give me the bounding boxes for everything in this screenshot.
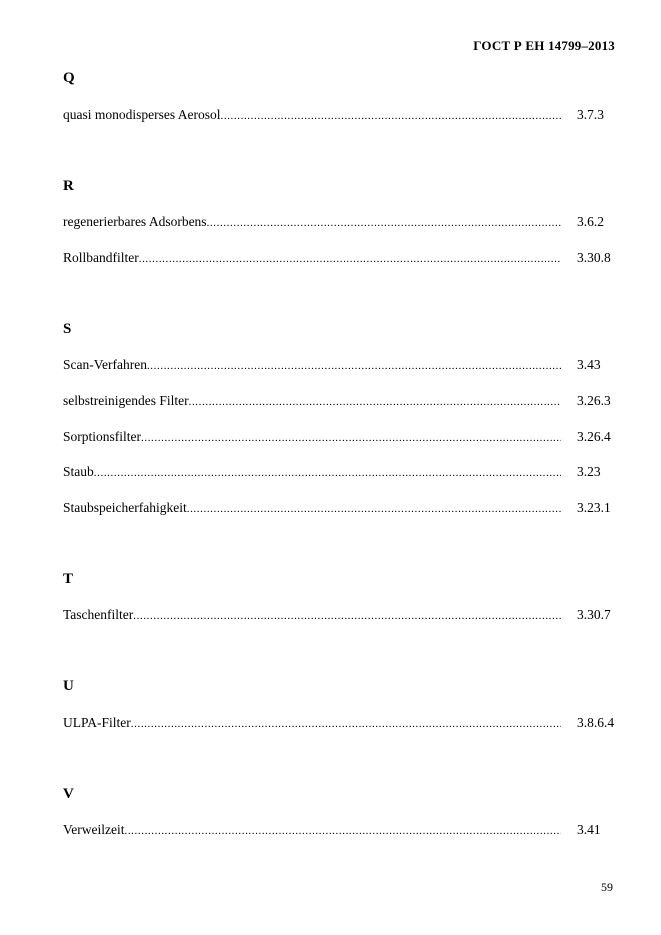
index-entry	[63, 499, 561, 517]
section-letter-v: V	[63, 786, 74, 802]
leader-dots	[133, 607, 561, 624]
entry-ref: 3.6.2	[577, 214, 604, 229]
leader-dots	[124, 822, 561, 839]
index-entry	[63, 821, 561, 839]
index-entry	[63, 392, 561, 410]
index-entry	[63, 463, 561, 481]
entry-ref: 3.23.1	[577, 500, 611, 515]
entry-ref: 3.8.6.4	[577, 715, 615, 730]
leader-dots	[221, 107, 562, 124]
page-number: 59	[601, 880, 613, 894]
index-entry	[63, 428, 561, 446]
entry-ref: 3.23	[577, 464, 601, 479]
index-entry	[63, 213, 561, 231]
section-letter-q: Q	[63, 70, 75, 86]
section-letter-t: T	[63, 571, 74, 587]
section-letter-s: S	[63, 321, 72, 337]
entry-ref: 3.26.4	[577, 429, 611, 444]
section-letter-u: U	[63, 678, 74, 694]
entry-ref: 3.30.7	[577, 607, 611, 622]
leader-dots	[94, 464, 561, 481]
entry-term: Rollbandfilter	[63, 250, 139, 265]
entry-term: Verweilzeit	[63, 822, 125, 837]
leader-dots	[139, 250, 561, 267]
leader-dots	[131, 715, 561, 732]
entry-term: Staubspeicherfahigkeit	[63, 500, 187, 515]
entry-ref: 3.43	[577, 357, 601, 372]
entry-term: Staub	[63, 464, 94, 479]
leader-dots	[141, 429, 561, 446]
leader-dots	[207, 214, 561, 231]
entry-term: Taschenfilter	[63, 607, 134, 622]
entry-term: regenerierbares Adsorbens	[63, 214, 207, 229]
entry-term: Sorptionsfilter	[63, 429, 141, 444]
section-letter-r: R	[63, 178, 74, 194]
entry-ref: 3.7.3	[577, 107, 604, 122]
entry-term: Scan-Verfahren	[63, 357, 147, 372]
index-entry	[63, 606, 561, 624]
index-entry	[63, 249, 561, 267]
index-entry	[63, 106, 561, 124]
entry-ref: 3.26.3	[577, 393, 611, 408]
leader-dots	[187, 500, 561, 517]
index-entry	[63, 714, 561, 732]
entry-ref: 3.30.8	[577, 250, 611, 265]
leader-dots	[147, 357, 561, 374]
entry-term: selbstreinigendes Filter	[63, 393, 189, 408]
entry-term: quasi monodisperses Aerosol	[63, 107, 221, 122]
document-header: ГОСТ Р ЕН 14799–2013	[473, 38, 615, 53]
entry-ref: 3.41	[577, 822, 601, 837]
entry-term: ULPA-Filter	[63, 715, 131, 730]
leader-dots	[189, 393, 561, 410]
index-entry	[63, 356, 561, 374]
